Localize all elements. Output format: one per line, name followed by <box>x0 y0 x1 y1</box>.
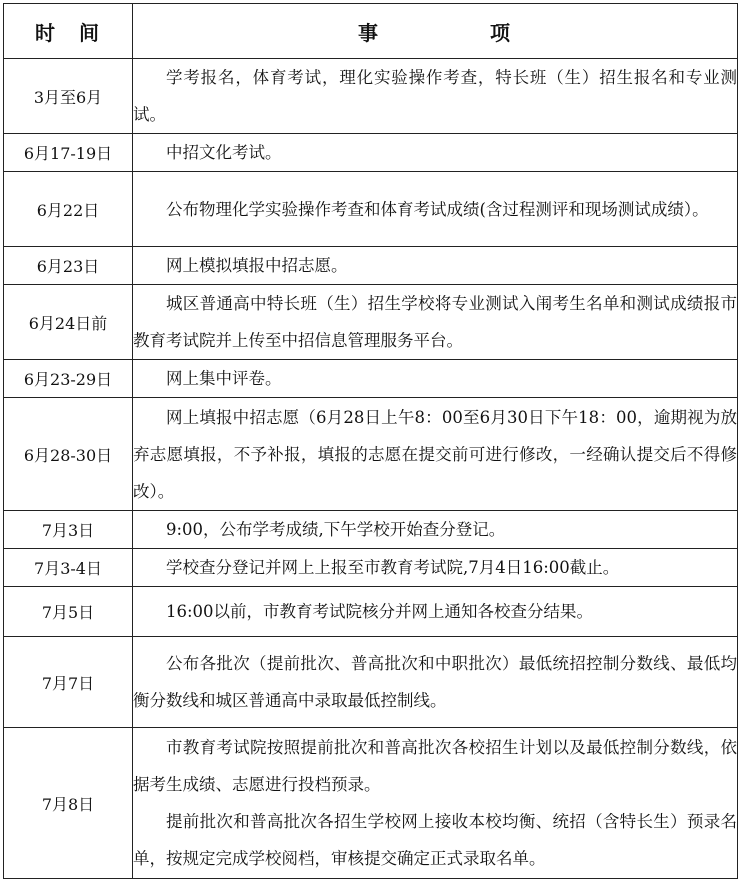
table-row <box>4 398 738 511</box>
row-date: 7月3日 <box>4 511 133 549</box>
row-item <box>133 511 738 549</box>
row-date: 7月3-4日 <box>4 549 133 587</box>
row-item <box>133 398 738 511</box>
item-paragraph: 城区普通高中特长班（生）招生学校将专业测试入闱考生名单和测试成绩报市教育考试院并上传至中招信息管理服务平台。 <box>133 294 737 350</box>
row-date: 3月至6月 <box>4 59 133 134</box>
item-paragraph: 网上填报中招志愿（6月28日上午8：00至6月30日下午18：00，逾期视为放弃志愿填报，不予补报，填报的志愿在提交前可进行修改，一经确认提交后不得修改）。 <box>133 407 737 501</box>
table-row <box>4 360 738 398</box>
row-date: 6月23-29日 <box>4 360 133 398</box>
table-row <box>4 59 738 134</box>
row-date: 7月7日 <box>4 637 133 728</box>
table-row <box>4 134 738 172</box>
item-paragraph: 公布各批次（提前批次、普高批次和中职批次）最低统招控制分数线、最低均衡分数线和城区普通高中录取最低控制线。 <box>133 654 737 710</box>
table-row <box>4 728 738 879</box>
row-item <box>133 360 738 398</box>
row-item <box>133 728 738 879</box>
table-row <box>4 549 738 587</box>
item-paragraph: 公布物理化学实验操作考查和体育考试成绩(含过程测评和现场测试成绩）。 <box>166 199 709 219</box>
row-date: 6月23日 <box>4 247 133 285</box>
table-row <box>4 637 738 728</box>
item-paragraph: 学考报名，体育考试，理化实验操作考查，特长班（生）招生报名和专业测试。 <box>133 68 737 124</box>
row-date: 7月8日 <box>4 728 133 879</box>
row-item <box>133 587 738 637</box>
header-date: 时 间 <box>4 4 133 59</box>
row-date: 7月5日 <box>4 587 133 637</box>
table-header-row <box>4 4 738 59</box>
row-item <box>133 59 738 134</box>
item-paragraph: 中招文化考试。 <box>166 143 282 162</box>
item-paragraph: 市教育考试院按照提前批次和普高批次各校招生计划以及最低控制分数线，依据考生成绩、志愿进行投档预录。 <box>133 738 737 794</box>
row-item <box>133 134 738 172</box>
table-row <box>4 511 738 549</box>
table-row <box>4 172 738 247</box>
item-paragraph: 9:00，公布学考成绩,下午学校开始查分登记。 <box>166 520 506 539</box>
row-date: 6月24日前 <box>4 285 133 360</box>
row-item <box>133 285 738 360</box>
item-paragraph: 网上集中评卷。 <box>166 369 282 388</box>
row-item <box>133 549 738 587</box>
item-paragraph: 16:00以前，市教育考试院核分并网上通知各校查分结果。 <box>166 602 594 621</box>
header-item: 事 项 <box>133 4 738 59</box>
row-date: 6月22日 <box>4 172 133 247</box>
item-paragraph: 学校查分登记并网上上报至市教育考试院,7月4日16:00截止。 <box>166 558 620 577</box>
row-item <box>133 247 738 285</box>
item-paragraph: 网上模拟填报中招志愿。 <box>166 256 348 275</box>
table-row <box>4 587 738 637</box>
table-row <box>4 247 738 285</box>
row-date: 6月28-30日 <box>4 398 133 511</box>
row-item <box>133 637 738 728</box>
schedule-table <box>3 3 738 879</box>
table-row <box>4 285 738 360</box>
row-item <box>133 172 738 247</box>
row-date: 6月17-19日 <box>4 134 133 172</box>
item-paragraph: 提前批次和普高批次各招生学校网上接收本校均衡、统招（含特长生）预录名单，按规定完成学校阅档，审核提交确定正式录取名单。 <box>133 812 737 868</box>
